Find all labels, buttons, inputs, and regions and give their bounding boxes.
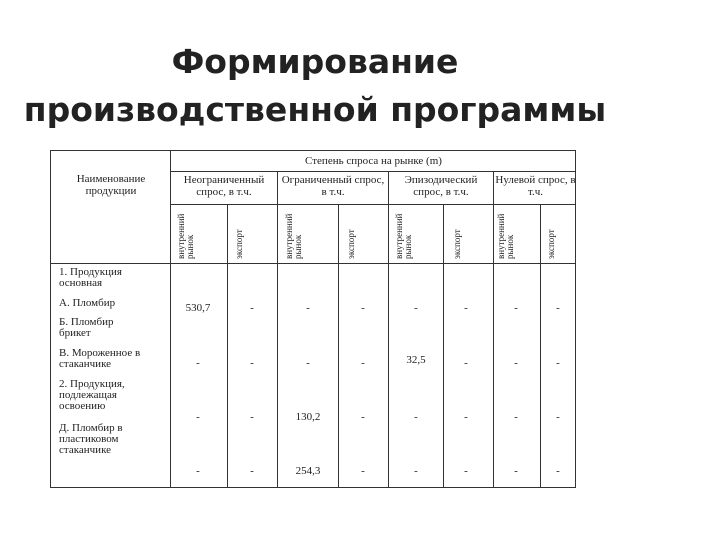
value-cell: - — [464, 357, 468, 369]
product-name: А. Пломбир — [59, 297, 116, 309]
value-cell: - — [361, 465, 365, 477]
value-cell: - — [514, 302, 518, 314]
group-header-divider — [170, 171, 575, 172]
group-header: Степень спроса на рынке (m) — [305, 155, 442, 167]
value-cell: - — [250, 411, 254, 423]
name-header: Наименование продукции — [76, 173, 146, 197]
value-cell: 32,5 — [406, 354, 426, 366]
value-cell: - — [414, 411, 418, 423]
value-cell: - — [464, 465, 468, 477]
demand-header-divider — [170, 204, 575, 205]
sub-header-export: экспорт — [546, 229, 556, 259]
value-cell: - — [250, 465, 254, 477]
value-cell: - — [250, 357, 254, 369]
sub-header-internal: внутренний рынок — [496, 213, 515, 259]
sub-column-divider — [540, 204, 541, 487]
value-cell: - — [306, 357, 310, 369]
value-cell: 130,2 — [295, 411, 321, 423]
title-line-2: производственной программы — [23, 90, 607, 129]
value-cell: - — [514, 465, 518, 477]
value-cell: - — [514, 411, 518, 423]
value-cell: - — [556, 465, 560, 477]
value-cell: - — [361, 357, 365, 369]
product-name: Б. Пломбир брикет — [59, 316, 114, 339]
slide-title — [0, 38, 630, 134]
column-divider — [388, 171, 389, 487]
sub-header-internal: внутренний рынок — [394, 213, 413, 259]
sub-column-divider — [227, 204, 228, 487]
value-cell: 530,7 — [185, 302, 211, 314]
demand-type-header: Эпизодический спрос, в т.ч. — [404, 174, 478, 198]
value-cell: - — [514, 357, 518, 369]
demand-type-header: Неограниченный спрос, в т.ч. — [183, 174, 265, 198]
value-cell: - — [414, 302, 418, 314]
value-cell: 254,3 — [295, 465, 321, 477]
value-cell: - — [361, 302, 365, 314]
value-cell: - — [196, 357, 200, 369]
column-divider — [277, 171, 278, 487]
value-cell: - — [556, 411, 560, 423]
value-cell: - — [556, 357, 560, 369]
value-cell: - — [196, 465, 200, 477]
value-cell: - — [196, 411, 200, 423]
value-cell: - — [414, 465, 418, 477]
product-name: Д. Пломбир в пластиковом стаканчике — [59, 423, 123, 454]
value-cell: - — [250, 302, 254, 314]
sub-column-divider — [443, 204, 444, 487]
product-name: В. Мороженное в стаканчике — [59, 347, 141, 370]
header-body-divider — [51, 263, 575, 264]
value-cell: - — [361, 411, 365, 423]
value-cell: - — [556, 302, 560, 314]
sub-column-divider — [338, 204, 339, 487]
product-name: 2. Продукция, подлежащая освоению — [59, 378, 125, 412]
value-cell: - — [306, 302, 310, 314]
value-cell: - — [464, 411, 468, 423]
value-cell: - — [464, 302, 468, 314]
title-line-1: Формирование — [171, 42, 459, 81]
product-name: 1. Продукция основная — [59, 266, 122, 289]
sub-header-internal: внутренний рынок — [176, 213, 195, 259]
sub-header-export: экспорт — [234, 229, 244, 259]
production-table — [50, 150, 576, 488]
demand-type-header: Ограниченный спрос, в т.ч. — [281, 174, 385, 198]
sub-header-export: экспорт — [346, 229, 356, 259]
sub-header-export: экспорт — [452, 229, 462, 259]
sub-header-internal: внутренний рынок — [284, 213, 303, 259]
demand-type-header: Нулевой спрос, в т.ч. — [495, 174, 576, 198]
column-divider — [493, 171, 494, 487]
name-column-divider — [170, 151, 171, 487]
